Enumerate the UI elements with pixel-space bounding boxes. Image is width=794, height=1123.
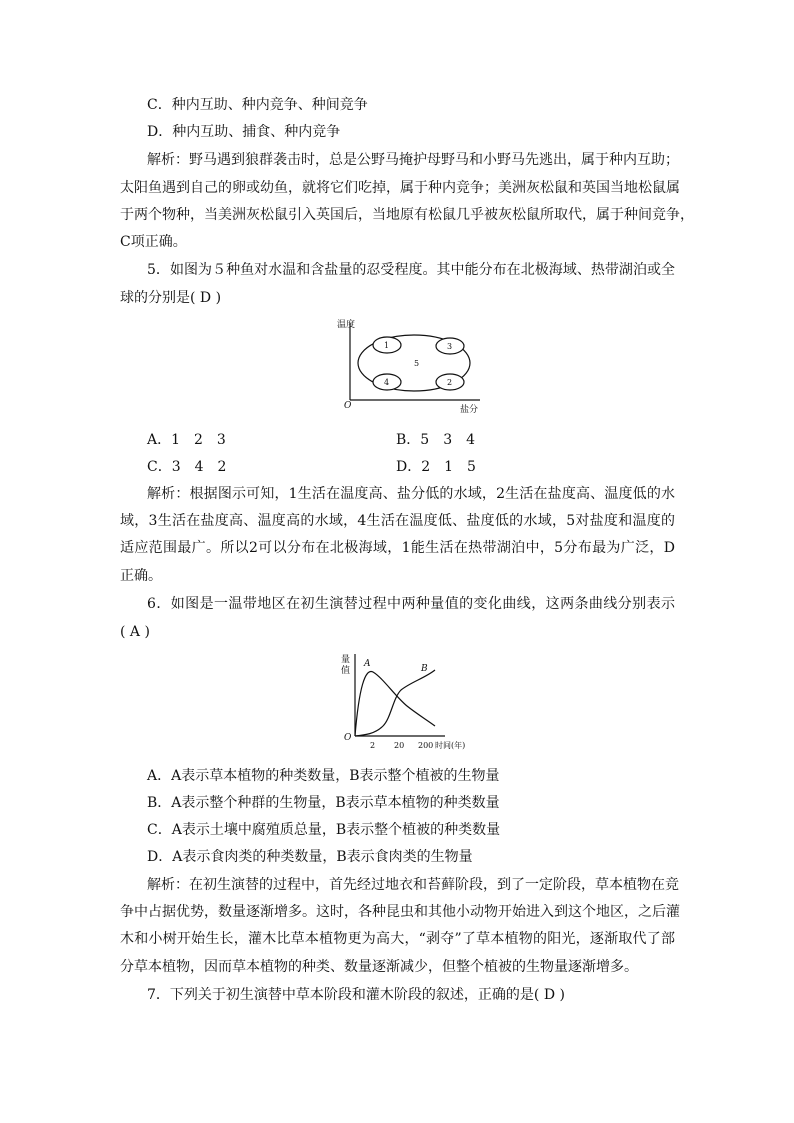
q5-label-5: 5 (414, 359, 420, 368)
q4-option-c: C．种内互助、种内竞争、种间竞争 (147, 97, 368, 113)
q5-xlabel: 盐分 (460, 405, 479, 415)
q6-tick-200: 200 (418, 741, 434, 750)
q5-analysis-line-2: 域，3生活在盐度高、温度高的水域，4生活在温度低、盐度低的水域，5对盐度和温度的 (120, 513, 675, 529)
q6-stem-line-1: 6．如图是一温带地区在初生演替过程中两种量值的变化曲线，这两条曲线分别表示 (147, 596, 675, 612)
q5-label-3: 3 (447, 342, 453, 351)
q5-option-a: A．1 2 3 (147, 432, 226, 448)
q6-succession-figure (335, 648, 465, 753)
q7-stem: 7．下列关于初生演替中草本阶段和灌木阶段的叙述，正确的是( D ) (147, 987, 565, 1003)
q6-analysis-line-4: 分草本植物，因而草本植物的种类、数量逐渐减少，但整个植被的生物量逐渐增多。 (120, 959, 638, 975)
q5-ylabel-1: 温度 (337, 320, 356, 330)
q5-option-b: B．5 3 4 (396, 432, 476, 448)
q6-analysis-line-1: 解析：在初生演替的过程中，首先经过地衣和苔藓阶段，到了一定阶段，草本植物在竞 (147, 877, 679, 893)
q6-option-a: A．A表示草本植物的种类数量，B表示整个植被的生物量 (147, 768, 500, 784)
q5-tolerance-figure (330, 315, 490, 415)
q4-analysis-line-1: 解析：野马遇到狼群袭击时，总是公野马掩护母野马和小野马先逃出，属于种内互助； (147, 152, 679, 168)
q6-stem-line-2: ( A ) (120, 624, 150, 640)
q5-stem-line-1: 5．如图为５种鱼对水温和含盐量的忍受程度。其中能分布在北极海域、热带湖泊或全 (147, 262, 675, 278)
q5-origin-label: O (344, 401, 352, 411)
q4-analysis-line-4: C项正确。 (120, 234, 187, 250)
q6-tick-20: 20 (394, 741, 405, 750)
q4-option-d: D．种内互助、捕食、种内竞争 (147, 124, 341, 140)
q6-curve-a-label: A (364, 659, 371, 669)
q6-analysis-line-2: 争中占据优势，数量逐渐增多。这时，各种昆虫和其他小动物开始进入到这个地区，之后灌 (120, 904, 680, 920)
q5-label-1: 1 (384, 341, 390, 350)
q5-analysis-line-4: 正确。 (120, 568, 162, 584)
q6-origin-label: O (344, 733, 352, 743)
q6-ylabel-2: 值 (341, 666, 351, 676)
q6-option-b: B．A表示整个种群的生物量，B表示草本植物的种类数量 (147, 795, 500, 811)
q4-analysis-line-3: 于两个物种，当美洲灰松鼠引入英国后，当地原有松鼠几乎被灰松鼠所取代，属于种间竞争， (120, 207, 694, 223)
q4-analysis-line-2: 太阳鱼遇到自己的卵或幼鱼，就将它们吃掉，属于种内竞争；美洲灰松鼠和英国当地松鼠属 (120, 180, 680, 196)
q5-analysis-line-3: 适应范围最广。所以2可以分布在北极海域，1能生活在热带湖泊中，5分布最为广泛，D (120, 540, 675, 556)
q6-curve-b-label: B (421, 664, 428, 674)
q5-label-4: 4 (384, 378, 390, 387)
q5-analysis-line-1: 解析：根据图示可知，1生活在温度高、盐分低的水域，2生活在盐度高、温度低的水 (147, 486, 675, 502)
q6-option-d: D．A表示食肉类的种类数量，B表示食肉类的生物量 (147, 849, 473, 865)
q6-option-c: C．A表示土壤中腐殖质总量，B表示整个植被的种类数量 (147, 822, 501, 838)
q6-curve-a (355, 672, 435, 736)
q6-curve-b (355, 670, 435, 736)
q6-analysis-line-3: 木和小树开始生长，灌木比草本植物更为高大，“剥夺”了草本植物的阳光，逐渐取代了部 (120, 931, 675, 947)
q5-option-c: C．3 4 2 (147, 459, 227, 475)
q6-xlabel: 时间(年) (435, 741, 465, 750)
q5-option-d: D．2 1 5 (396, 459, 476, 475)
q6-tick-2: 2 (370, 741, 376, 750)
q5-label-2: 2 (447, 378, 453, 387)
q6-ylabel-1: 量 (341, 655, 351, 665)
q5-stem-line-2: 球的分别是( D ) (120, 290, 222, 306)
